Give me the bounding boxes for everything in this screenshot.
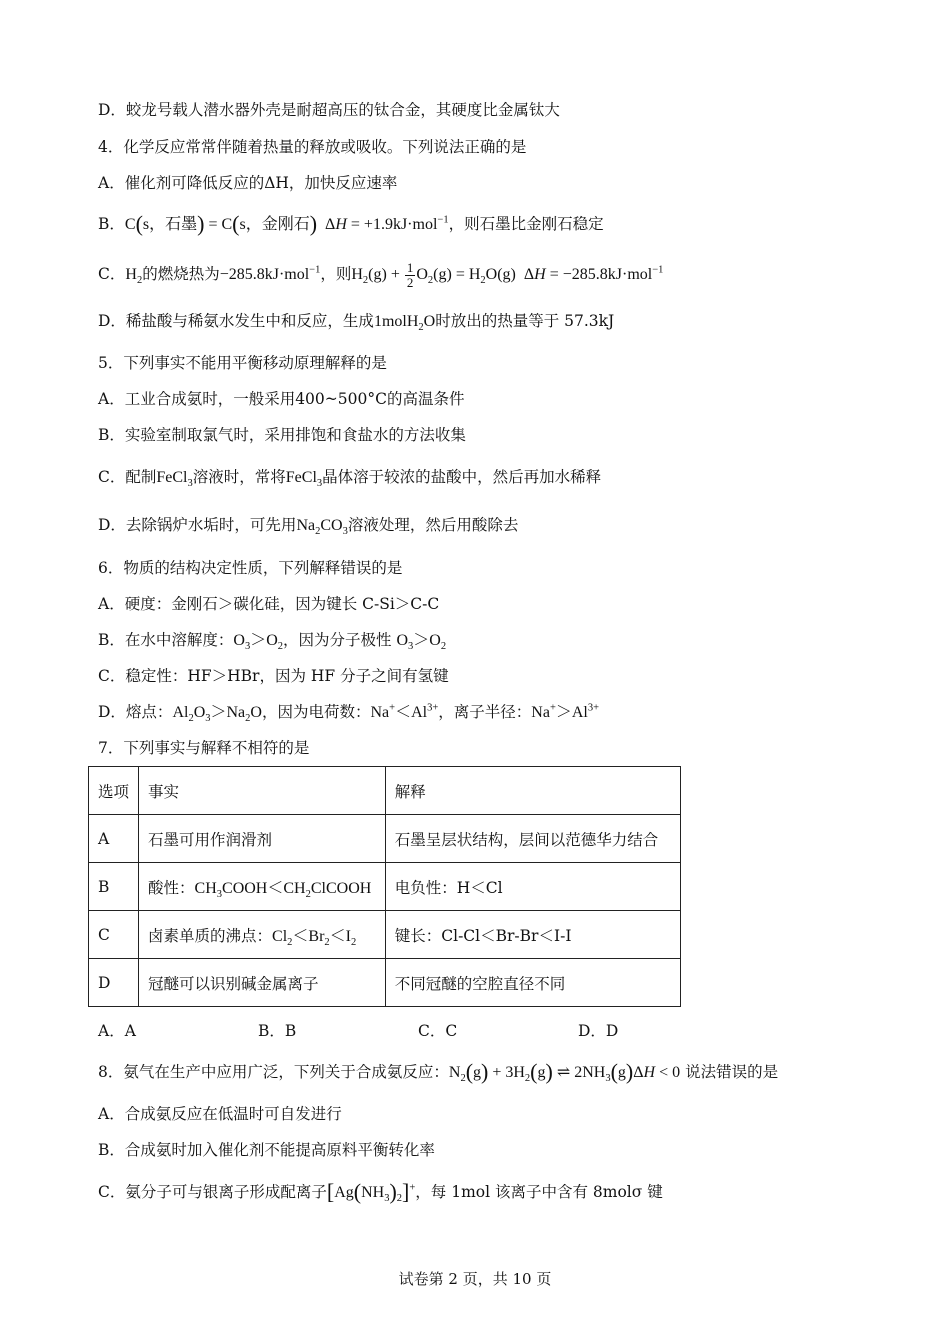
q5-option-d-part-b: 溶液处理，然后用酸除去 bbox=[347, 516, 519, 534]
q6-option-b-compare-2: $O_3>O_2$ bbox=[396, 632, 447, 653]
q4-option-b-label: B． bbox=[98, 215, 125, 233]
q5-option-b: B．实验室制取氯气时，采用排饱和食盐水的方法收集 bbox=[98, 426, 466, 444]
q4-option-a: A．催化剂可降低反应的ΔH，加快反应速率 bbox=[98, 174, 398, 192]
q8-option-a: A．合成氨反应在低温时可自发进行 bbox=[98, 1105, 342, 1123]
q7-table bbox=[88, 766, 681, 1007]
q4-option-c-sep: ，则 bbox=[320, 265, 352, 284]
table-row bbox=[89, 863, 681, 911]
q5-option-a: A．工业合成氨时，一般采用400~500°C的高温条件 bbox=[98, 390, 465, 408]
table-cell-key: A bbox=[89, 815, 139, 863]
q6-option-b-part-b: ，因为分子极性 bbox=[283, 631, 397, 649]
table-cell-reason: 石墨呈层状结构，层间以范德华力结合 bbox=[385, 815, 680, 863]
table-row bbox=[89, 911, 681, 959]
table-row bbox=[89, 959, 681, 1007]
q4-option-c-value: −285.8kJ·mol$^{-1}$ bbox=[219, 264, 321, 284]
q8-complex-ion: $[Ag(NH_3)_2]^+$ bbox=[326, 1179, 416, 1205]
q5-option-c bbox=[98, 467, 601, 488]
q4-option-c-label: C． bbox=[98, 265, 126, 284]
table-cell-fact: 冠醚可以识别碱金属离子 bbox=[139, 959, 386, 1007]
table-cell-reason: 不同冠醚的空腔直径不同 bbox=[385, 959, 680, 1007]
q6-stem: 6．物质的结构决定性质，下列解释错误的是 bbox=[98, 559, 403, 577]
q5-option-d bbox=[98, 515, 518, 536]
q8-option-c-part-a: C．氨分子可与银离子形成配离子 bbox=[98, 1183, 327, 1201]
q3-option-d: D．蛟龙号载人潜水器外壳是耐超高压的钛合金，其硬度比金属钛大 bbox=[98, 101, 560, 119]
q4-option-d-label: D．稀盐酸与稀氨水发生中和反应，生成 bbox=[98, 312, 374, 330]
q5-option-c-part-a: C．配制 bbox=[98, 468, 157, 486]
table-cell-fact-label: 卤素单质的沸点： bbox=[148, 927, 273, 945]
table-header-cell: 解释 bbox=[385, 767, 680, 815]
q6-option-c: C．稳定性：HF＞HBr，因为 HF 分子之间有氢键 bbox=[98, 667, 449, 685]
q4-stem: 4．化学反应常常伴随着热量的释放或吸收。下列说法正确的是 bbox=[98, 138, 527, 156]
q6-option-d bbox=[98, 702, 599, 723]
q6-option-d-part-a: D．熔点： bbox=[98, 703, 173, 721]
table-header-cell: 事实 bbox=[139, 767, 386, 815]
q6-option-b-compare-1: $O_3>O_2$ bbox=[233, 632, 284, 653]
q8-stem-part-b: 说法错误的是 bbox=[685, 1063, 779, 1081]
table-cell-key: C bbox=[89, 911, 139, 959]
table-cell-fact bbox=[139, 863, 386, 911]
q8-stem bbox=[98, 1059, 779, 1085]
q4-option-b-tail: ，则石墨比金刚石稳定 bbox=[448, 215, 604, 233]
q4-option-d-formula: 1molH$_2$O bbox=[373, 313, 436, 334]
q8-reaction-equation: $N_2(g) + 3H_2(g)$ ⇌ $2NH_3(g)\Delta H < 0$ bbox=[448, 1059, 681, 1085]
q5-option-c-part-c: 晶体溶于较浓的盐酸中，然后再加水稀释 bbox=[322, 468, 602, 486]
q4-option-c-equation: $H_2(g)$ + $\frac{1}{2}$ $O_2(g) = H_2O(g) \Delta H = -285.8kJ\cdot mol^{-1}$ bbox=[351, 260, 664, 290]
q8-stem-part-a: 8．氨气在生产中应用广泛，下列关于合成氨反应： bbox=[98, 1063, 449, 1081]
q4-option-c-h2: $H_2$ bbox=[125, 266, 143, 287]
q6-option-d-part-c: ，离子半径： bbox=[438, 703, 532, 721]
q6-option-d-compare-1: $Al_2O_3>Na_2O$ bbox=[172, 704, 262, 725]
table-cell-fact-formula: $Cl_2<Br_2<I_2$ bbox=[272, 928, 357, 949]
q4-option-b bbox=[98, 211, 604, 236]
q4-option-d-tail: 时放出的热量等于 57.3kJ bbox=[435, 312, 615, 330]
q7-stem: 7．下列事实与解释不相符的是 bbox=[98, 739, 310, 757]
q6-option-b-part-a: B．在水中溶解度： bbox=[98, 631, 234, 649]
table-cell-fact-label: 酸性： bbox=[148, 879, 195, 897]
q7-choice-c: C．C bbox=[418, 1022, 458, 1040]
q7-choice-a: A．A bbox=[98, 1022, 136, 1040]
q6-option-d-part-b: ，因为电荷数： bbox=[261, 703, 371, 721]
q7-choice-d: D．D bbox=[578, 1022, 619, 1040]
q6-option-a: A．硬度：金刚石＞碳化硅，因为键长 C-Si＞C-C bbox=[98, 595, 440, 613]
q8-option-c bbox=[98, 1179, 663, 1205]
q5-stem: 5．下列事实不能用平衡移动原理解释的是 bbox=[98, 354, 387, 372]
q5-option-d-part-a: D．去除锅炉水垢时，可先用 bbox=[98, 516, 297, 534]
table-cell-fact: 石墨可用作润滑剂 bbox=[139, 815, 386, 863]
q6-option-d-compare-3: $Na^+>Al^{3+}$ bbox=[531, 702, 600, 721]
table-cell-reason: 键长：Cl-Cl＜Br-Br＜I-I bbox=[385, 911, 680, 959]
table-cell-fact-formula: $CH_3COOH<CH_2ClCOOH$ bbox=[194, 880, 372, 901]
table-cell-key: D bbox=[89, 959, 139, 1007]
page-footer: 试卷第 2 页，共 10 页 bbox=[398, 1270, 552, 1288]
q8-option-b: B．合成氨时加入催化剂不能提高原料平衡转化率 bbox=[98, 1141, 435, 1159]
table-header-cell: 选项 bbox=[89, 767, 139, 815]
table-cell-key: B bbox=[89, 863, 139, 911]
table-row bbox=[89, 815, 681, 863]
q4-option-b-equation: C(s，石墨) = C(s，金刚石) ΔH = +1.9kJ·mol$^{-1}$ bbox=[124, 211, 449, 236]
q5-option-d-formula: $Na_2CO_3$ bbox=[296, 517, 348, 538]
table-cell-reason: 电负性：H＜Cl bbox=[385, 863, 680, 911]
q6-option-d-compare-2: $Na^+<Al^{3+}$ bbox=[370, 702, 439, 721]
table-header-row bbox=[89, 767, 681, 815]
q4-option-c-mid: 的燃烧热为 bbox=[142, 265, 220, 284]
q4-option-c bbox=[98, 261, 663, 290]
q8-option-c-part-b: ，每 1mol 该离子中含有 8molσ 键 bbox=[415, 1183, 663, 1201]
q4-option-d bbox=[98, 311, 614, 332]
q5-option-c-formula-2: FeCl$_3$ bbox=[285, 469, 323, 490]
q7-choice-b: B．B bbox=[258, 1022, 297, 1040]
q5-option-c-formula-1: FeCl$_3$ bbox=[156, 469, 193, 490]
q5-option-c-part-b: 溶液时，常将 bbox=[192, 468, 286, 486]
table-cell-fact bbox=[139, 911, 386, 959]
q6-option-b bbox=[98, 630, 446, 651]
